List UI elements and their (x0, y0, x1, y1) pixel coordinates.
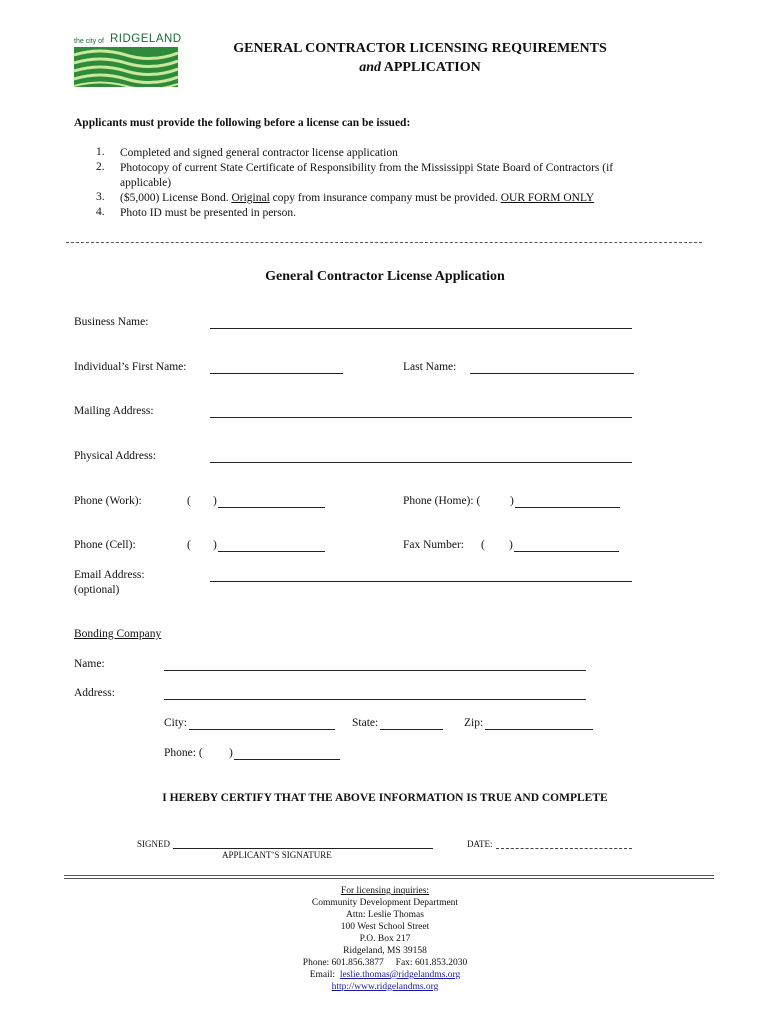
physical-address-label: Physical Address: (74, 450, 157, 462)
requirement-number: 1. (96, 146, 105, 158)
requirement-text: ($5,000) License Bond. (120, 192, 232, 204)
footer-street: 100 West School Street (340, 922, 430, 932)
footer-department: Community Development Department (311, 898, 459, 908)
bonding-address-label: Address: (74, 687, 115, 699)
footer-divider (64, 878, 714, 879)
business-name-label: Business Name: (74, 316, 149, 328)
requirements-intro: Applicants must provide the following before a license can be issued: (74, 117, 411, 129)
certification-statement: I HEREBY CERTIFY THAT THE ABOVE INFORMATION IS TRUE AND COMPLETE (162, 792, 608, 804)
logo-prefix: the city of (74, 38, 104, 45)
open-paren: ( (187, 495, 191, 507)
requirement-number: 3. (96, 191, 105, 203)
requirement-number: 4. (96, 206, 105, 218)
bonding-city-field[interactable] (189, 729, 335, 730)
bonding-company-heading: Bonding Company (74, 628, 162, 640)
requirement-item: Photo ID must be presented in person. (120, 207, 296, 219)
logo-name: RIDGELAND (110, 33, 182, 45)
logo-waves-icon (74, 47, 178, 87)
website-link[interactable]: http://www.ridgelandms.org (331, 982, 439, 992)
footer-email-line (0, 970, 770, 980)
last-name-field[interactable] (470, 373, 634, 374)
open-paren: ( (187, 539, 191, 551)
email-link[interactable]: leslie.thomas@ridgelandms.org (339, 970, 461, 980)
close-paren: ) (229, 747, 233, 759)
close-paren: ) (213, 495, 217, 507)
bonding-address-field[interactable] (164, 699, 586, 700)
subtitle-rest: APPLICATION (381, 60, 481, 75)
footer-attn: Attn: Leslie Thomas (346, 910, 424, 920)
requirement-text: copy from insurance company must be provided. (269, 192, 501, 204)
requirement-item-continued: applicable) (120, 177, 172, 189)
close-paren: ) (213, 539, 217, 551)
fax-label: Fax Number: (403, 539, 465, 551)
last-name-label: Last Name: (403, 361, 457, 373)
open-paren: ( (481, 539, 485, 551)
signed-label: SIGNED (137, 839, 170, 849)
bonding-name-label: Name: (74, 658, 105, 670)
footer-email-label: Email: (309, 970, 340, 980)
first-name-label: Individual’s First Name: (74, 361, 187, 373)
business-name-field[interactable] (210, 328, 632, 329)
requirement-emphasis: Original (231, 192, 270, 204)
mailing-address-label: Mailing Address: (74, 405, 154, 417)
first-name-field[interactable] (210, 373, 343, 374)
bonding-city-label: City: (164, 717, 188, 729)
footer-city: Ridgeland, MS 39158 (343, 946, 427, 956)
phone-cell-label: Phone (Cell): (74, 539, 136, 551)
signature-field[interactable] (173, 848, 433, 849)
phone-work-label: Phone (Work): (74, 495, 142, 507)
fax-field[interactable] (514, 551, 619, 552)
bonding-zip-field[interactable] (485, 729, 593, 730)
requirement-item: Photocopy of current State Certificate of Responsibility from the Mississippi State Board of Contractors (if (120, 162, 614, 174)
requirement-number: 2. (96, 161, 105, 173)
subtitle-italic: and (359, 60, 382, 75)
email-field[interactable] (210, 581, 632, 582)
page-subtitle (170, 60, 670, 76)
page-title: GENERAL CONTRACTOR LICENSING REQUIREMENTS (233, 41, 607, 56)
bonding-zip-label: Zip: (464, 717, 484, 729)
bonding-phone-field[interactable] (234, 759, 340, 760)
mailing-address-field[interactable] (210, 417, 632, 418)
bonding-name-field[interactable] (164, 670, 586, 671)
close-paren: ) (510, 495, 514, 507)
phone-cell-field[interactable] (218, 551, 325, 552)
footer-po-box: P.O. Box 217 (359, 934, 411, 944)
footer-phone-fax: Phone: 601.856.3877 Fax: 601.853.2030 (302, 958, 468, 968)
requirement-item (120, 191, 594, 206)
footer-website-line (0, 982, 770, 992)
close-paren: ) (509, 539, 513, 551)
email-label: Email Address: (74, 569, 145, 581)
requirement-item: Completed and signed general contractor license application (120, 147, 398, 159)
footer-divider (64, 875, 714, 876)
date-label: DATE: (467, 839, 493, 849)
physical-address-field[interactable] (210, 462, 632, 463)
requirement-emphasis: OUR FORM ONLY (500, 192, 595, 204)
bonding-state-label: State: (352, 717, 379, 729)
email-optional-label: (optional) (74, 584, 120, 596)
form-title: General Contractor License Application (265, 269, 505, 284)
date-field[interactable] (496, 848, 632, 849)
phone-work-field[interactable] (218, 507, 325, 508)
bonding-phone-label: Phone: ( (164, 747, 203, 759)
phone-home-field[interactable] (515, 507, 620, 508)
section-divider (66, 242, 702, 243)
bonding-state-field[interactable] (380, 729, 443, 730)
footer-inquiries: For licensing inquiries: (340, 886, 430, 896)
signature-caption: APPLICANT’S SIGNATURE (222, 850, 332, 860)
phone-home-label: Phone (Home): ( (403, 495, 481, 507)
